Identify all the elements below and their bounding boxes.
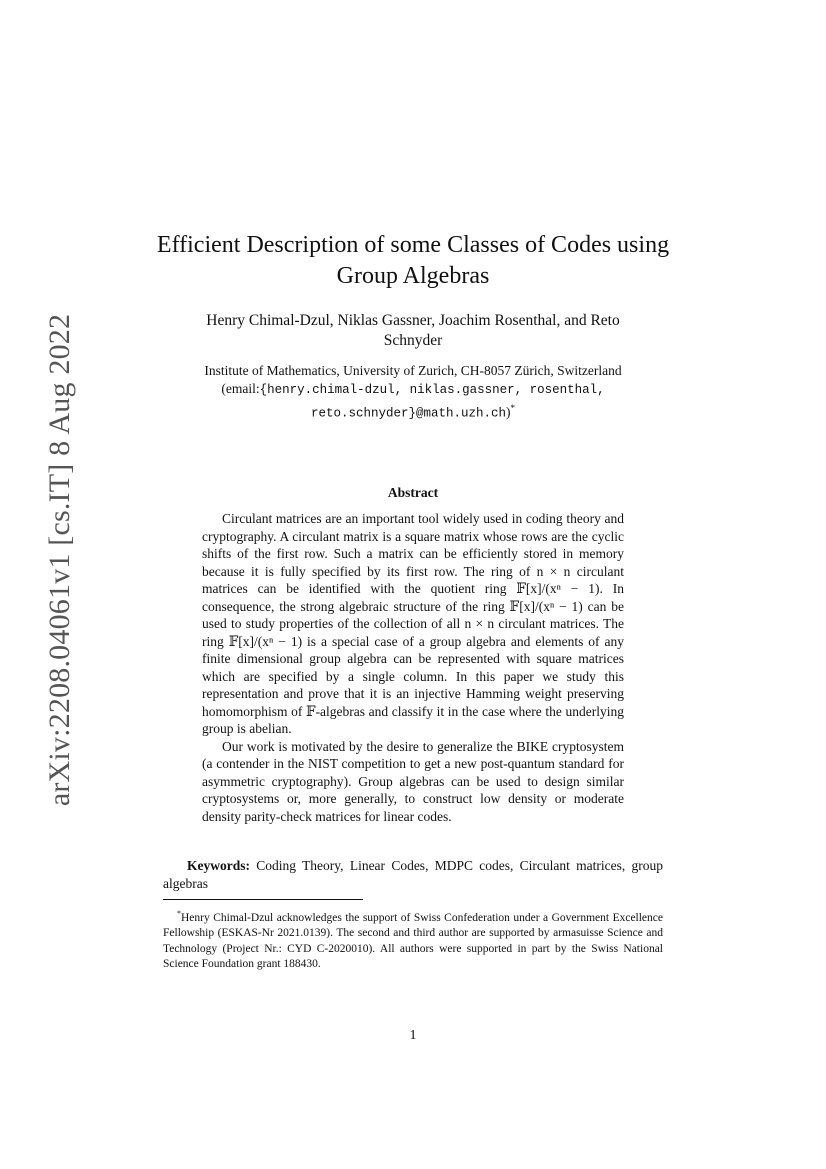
author-list	[150, 311, 676, 351]
email-list-2: reto.schnyder}@math.uzh.ch	[310, 406, 507, 421]
arxiv-identifier: arXiv:2208.04061v1 [cs.IT] 8 Aug 2022	[43, 313, 76, 807]
footnote-text: Henry Chimal-Dzul acknowledges the support of Swiss Confederation under a Government Excellence Fellowship (ESKAS-Nr 2021.0139). The second and third author are supported by armasuisse Science and Technology (Project Nr.: CYD C-2020010). All authors were supported in part by the Swiss National Science Foundation grant 188430.	[163, 911, 663, 971]
abstract-heading: Abstract	[387, 485, 439, 500]
email-close: )	[506, 404, 511, 420]
abstract-paragraph-2: Our work is motivated by the desire to generalize the BIKE cryptosystem (a contender in the NIST competition to get a new post-quantum standard for asymmetric cryptography). Group algebras can be used to design similar cryptosystems or, more generally, to construct low density or moderate density parity-check matrices for linear codes.	[202, 738, 624, 824]
title-line-1: Efficient Description of some Classes of Codes using	[156, 232, 670, 258]
authors-line-1: Henry Chimal-Dzul, Niklas Gassner, Joachim Rosenthal, and Reto	[206, 312, 620, 329]
footnote	[163, 906, 663, 973]
email-open: (email:	[221, 381, 260, 396]
email-line-1	[150, 380, 676, 399]
footnote-marker: *	[510, 403, 516, 413]
footnote-mark: *	[177, 909, 181, 918]
abstract-paragraph-1: Circulant matrices are an important tool widely used in coding theory and cryptography. A circulant matrix is a square matrix whose rows are the cyclic shifts of the first row. Such a matrix can be efficiently stored in memory because it is fully specified by its first row. The ring of n × n circulant matrices can be identified with the quotient ring 𝔽[x]/(xⁿ − 1). In consequence, the strong algebraic structure of the ring 𝔽[x]/(xⁿ − 1) can be used to study properties of the collection of all n × n circulant matrices. The ring 𝔽[x]/(xⁿ − 1) is a special case of a group algebra and elements of any finite dimensional group algebra can be represented with square matrices which are specified by a single column. In this paper we study this representation and prove that it is an injective Hamming weight preserving homomorphism of 𝔽-algebras and classify it in the case where the underlying group is abelian.	[202, 511, 624, 736]
title-line-2: Group Algebras	[336, 263, 490, 289]
keywords-label: Keywords:	[187, 858, 250, 873]
email-line-2	[150, 399, 676, 423]
affiliation-line: Institute of Mathematics, University of Zurich, CH-8057 Zürich, Switzerland	[204, 363, 622, 378]
abstract-body	[202, 510, 624, 825]
page-number: 1	[409, 1028, 417, 1043]
authors-line-2: Schnyder	[383, 332, 443, 349]
keywords	[163, 857, 663, 893]
keywords-text: Coding Theory, Linear Codes, MDPC codes, Circulant matrices, group algebras	[163, 858, 664, 891]
paper-title	[150, 230, 676, 292]
affiliation-block	[150, 362, 676, 423]
footnote-rule	[163, 899, 363, 900]
email-list-1: {henry.chimal-dzul, niklas.gassner, rosenthal,	[259, 383, 605, 397]
